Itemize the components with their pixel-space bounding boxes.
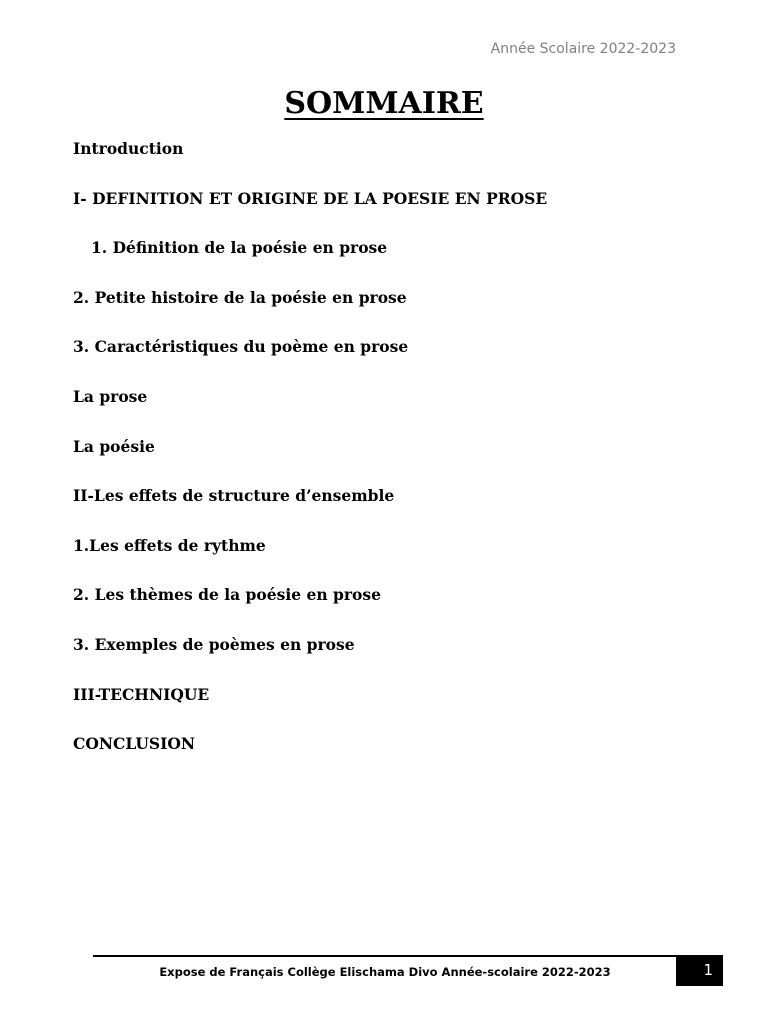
page-number: 1 xyxy=(703,961,713,979)
page-number-box xyxy=(676,955,723,986)
toc-item-la-prose: La prose xyxy=(73,386,148,406)
toc-item-la-poesie: La poésie xyxy=(73,436,155,456)
toc-item-part-3: III-TECHNIQUE xyxy=(73,684,210,704)
toc-item-themes: 2. Les thèmes de la poésie en prose xyxy=(73,585,381,605)
toc-item-definition: 1. Définition de la poésie en prose xyxy=(91,238,388,258)
footer-divider xyxy=(93,955,677,957)
toc-item-exemples: 3. Exemples de poèmes en prose xyxy=(73,634,355,654)
toc-item-caracteristiques: 3. Caractéristiques du poème en prose xyxy=(73,337,409,357)
toc-item-rythme: 1.Les effets de rythme xyxy=(73,535,266,555)
footer-text: Expose de Français Collège Elischama Divo Année-scolaire 2022-2023 xyxy=(159,965,611,979)
page-title: SOMMAIRE xyxy=(284,86,484,121)
table-of-contents xyxy=(73,140,547,785)
toc-item-part-2: II-Les effets de structure d’ensemble xyxy=(73,486,395,506)
toc-item-histoire: 2. Petite histoire de la poésie en prose xyxy=(73,287,407,307)
toc-item-part-1: I- DEFINITION ET ORIGINE DE LA POESIE EN PROSE xyxy=(73,188,548,208)
page-header-year: Année Scolaire 2022-2023 xyxy=(490,41,676,57)
toc-item-introduction: Introduction xyxy=(73,139,184,158)
toc-item-conclusion: CONCLUSION xyxy=(73,734,196,754)
